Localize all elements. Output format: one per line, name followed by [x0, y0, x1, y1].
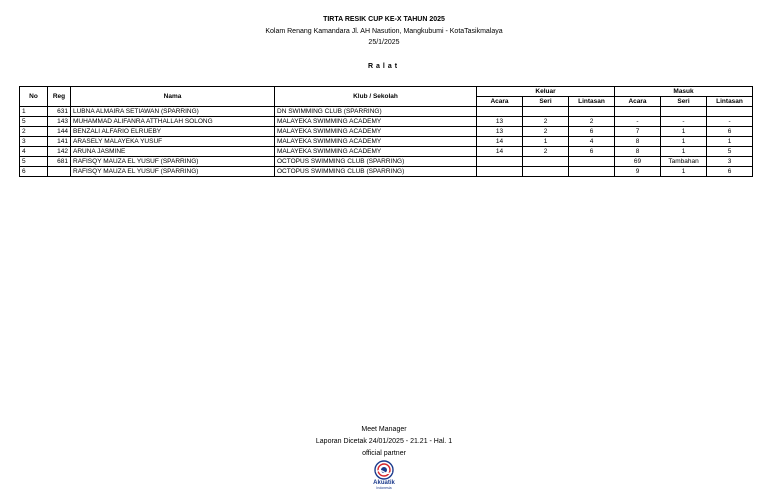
footer-print-info: Laporan Dicetak 24/01/2025 - 21.21 - Hal. 1 [315, 438, 453, 445]
col-header-keluar-acara: Acara [477, 97, 523, 107]
col-header-keluar-lintasan: Lintasan [569, 97, 615, 107]
col-header-klub: Klub / Sekolah [275, 87, 477, 107]
cell-keluar-lintasan: 2 [569, 117, 615, 127]
cell-nama: ARUNA JASMINE [71, 147, 275, 157]
table-row [20, 167, 753, 177]
cell-klub: DN SWIMMING CLUB (SPARRING) [275, 107, 477, 117]
cell-nama: ARASELY MALAYEKA YUSUF [71, 137, 275, 147]
cell-no: 5 [20, 157, 48, 167]
cell-keluar-lintasan: 6 [569, 127, 615, 137]
cell-keluar-seri: 2 [523, 147, 569, 157]
cell-masuk-seri [661, 107, 707, 117]
col-header-masuk-seri: Seri [661, 97, 707, 107]
cell-keluar-seri: 2 [523, 127, 569, 137]
cell-keluar-lintasan [569, 107, 615, 117]
cell-klub: MALAYEKA SWIMMING ACADEMY [275, 127, 477, 137]
cell-no: 6 [20, 167, 48, 177]
ralat-table [19, 86, 753, 177]
cell-masuk-acara: 8 [615, 147, 661, 157]
table-row [20, 137, 753, 147]
logo-brand-text: Akuatik [373, 480, 395, 486]
cell-masuk-acara: 69 [615, 157, 661, 167]
cell-reg [48, 167, 71, 177]
cell-no: 1 [20, 107, 48, 117]
cell-reg: 681 [48, 157, 71, 167]
cell-masuk-acara: 8 [615, 137, 661, 147]
cell-masuk-lintasan: 1 [707, 137, 753, 147]
cell-masuk-acara: - [615, 117, 661, 127]
cell-keluar-seri [523, 107, 569, 117]
cell-masuk-acara: 7 [615, 127, 661, 137]
cell-masuk-acara [615, 107, 661, 117]
logo-brand-subtext: Indonesia [376, 486, 392, 490]
col-group-keluar: Keluar [477, 87, 615, 97]
cell-reg: 142 [48, 147, 71, 157]
col-group-masuk: Masuk [615, 87, 753, 97]
col-header-masuk-lintasan: Lintasan [707, 97, 753, 107]
cell-masuk-lintasan: 5 [707, 147, 753, 157]
cell-keluar-acara: 14 [477, 147, 523, 157]
cell-masuk-seri: 1 [661, 137, 707, 147]
col-header-masuk-acara: Acara [615, 97, 661, 107]
col-header-no: No [20, 87, 48, 107]
cell-keluar-lintasan [569, 167, 615, 177]
cell-keluar-acara: 14 [477, 137, 523, 147]
cell-masuk-lintasan: 6 [707, 167, 753, 177]
cell-klub: MALAYEKA SWIMMING ACADEMY [275, 117, 477, 127]
cell-keluar-seri [523, 157, 569, 167]
cell-klub: MALAYEKA SWIMMING ACADEMY [275, 147, 477, 157]
cell-masuk-seri: 1 [661, 167, 707, 177]
col-header-reg: Reg [48, 87, 71, 107]
cell-no: 2 [20, 127, 48, 137]
cell-klub: MALAYEKA SWIMMING ACADEMY [275, 137, 477, 147]
cell-nama: RAFISQY MAUZA EL YUSUF (SPARRING) [71, 157, 275, 167]
cell-reg: 631 [48, 107, 71, 117]
cell-no: 4 [20, 147, 48, 157]
cell-masuk-acara: 9 [615, 167, 661, 177]
cell-no: 5 [20, 117, 48, 127]
cell-keluar-acara [477, 107, 523, 117]
meet-date: 25/1/2025 [368, 39, 400, 46]
footer-partner-label: official partner [362, 450, 406, 457]
cell-masuk-lintasan: 6 [707, 127, 753, 137]
table-row [20, 117, 753, 127]
cell-keluar-acara: 13 [477, 117, 523, 127]
cell-klub: OCTOPUS SWIMMING CLUB (SPARRING) [275, 157, 477, 167]
akuatik-logo-icon [374, 460, 394, 480]
cell-keluar-seri: 1 [523, 137, 569, 147]
section-title: Ralat [367, 63, 401, 70]
cell-klub: OCTOPUS SWIMMING CLUB (SPARRING) [275, 167, 477, 177]
table-row [20, 127, 753, 137]
cell-reg: 143 [48, 117, 71, 127]
footer-software: Meet Manager [361, 426, 407, 433]
cell-keluar-lintasan [569, 157, 615, 167]
cell-keluar-acara [477, 167, 523, 177]
cell-reg: 144 [48, 127, 71, 137]
cell-keluar-seri: 2 [523, 117, 569, 127]
cell-masuk-lintasan: 3 [707, 157, 753, 167]
akuatik-indonesia-logo [369, 460, 399, 494]
cell-masuk-seri: - [661, 117, 707, 127]
table-row [20, 157, 753, 167]
cell-no: 3 [20, 137, 48, 147]
cell-keluar-acara [477, 157, 523, 167]
cell-masuk-seri: 1 [661, 127, 707, 137]
meet-title: TIRTA RESIK CUP KE-X TAHUN 2025 [323, 16, 445, 23]
table-row [20, 147, 753, 157]
cell-nama: LUBNA ALMAIRA SETIAWAN (SPARRING) [71, 107, 275, 117]
cell-reg: 141 [48, 137, 71, 147]
cell-nama: BENZALI ALFARIO ELRUEBY [71, 127, 275, 137]
cell-keluar-lintasan: 4 [569, 137, 615, 147]
cell-masuk-seri: 1 [661, 147, 707, 157]
cell-keluar-seri [523, 167, 569, 177]
cell-nama: RAFISQY MAUZA EL YUSUF (SPARRING) [71, 167, 275, 177]
cell-masuk-lintasan: - [707, 117, 753, 127]
cell-keluar-lintasan: 6 [569, 147, 615, 157]
cell-masuk-seri: Tambahan [661, 157, 707, 167]
cell-nama: MUHAMMAD ALIFANRA ATTHALLAH SOLONG [71, 117, 275, 127]
col-header-keluar-seri: Seri [523, 97, 569, 107]
cell-keluar-acara: 13 [477, 127, 523, 137]
col-header-nama: Nama [71, 87, 275, 107]
cell-masuk-lintasan [707, 107, 753, 117]
table-row [20, 107, 753, 117]
meet-venue: Kolam Renang Kamandara Jl. AH Nasution, Mangkubumi - KotaTasikmalaya [265, 28, 503, 35]
